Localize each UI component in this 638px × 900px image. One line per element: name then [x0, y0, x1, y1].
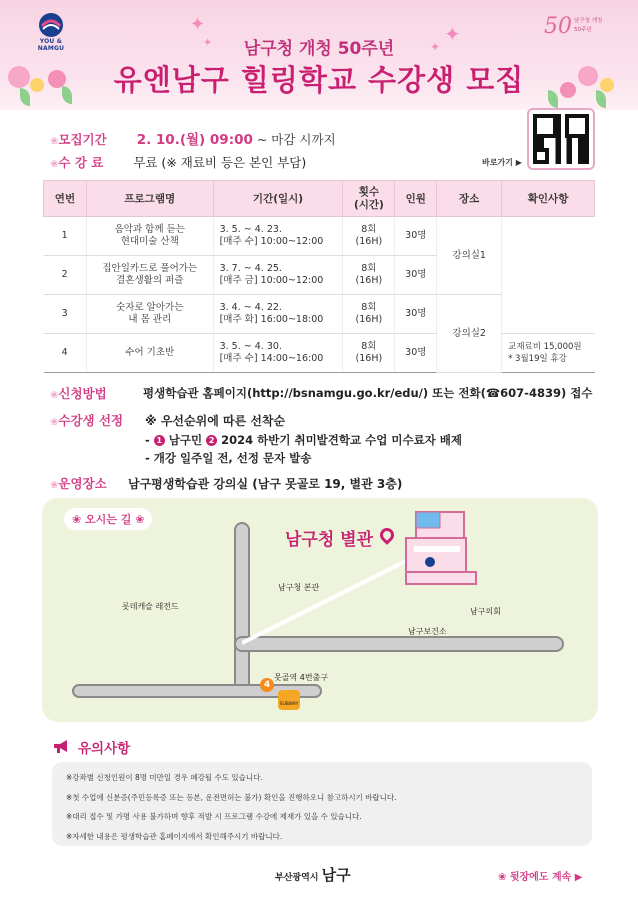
- row-program: 수어 기초반: [86, 334, 213, 373]
- annex-building-icon: [400, 508, 480, 590]
- namgu-logo-text: YOU & NAMGU: [37, 38, 65, 52]
- exit-number-badge: 4: [260, 678, 274, 692]
- column-header-no: 연번: [44, 181, 87, 217]
- selection-criteria: - 1 남구민 2 2024 하반기 취미발견학교 수업 미수료자 배제: [145, 433, 463, 447]
- recruit-period-row: [50, 128, 336, 148]
- continue-on-back-label: ❀ 뒷장에도 계속 ▶: [498, 872, 583, 883]
- row-no: 3: [44, 295, 87, 334]
- fee-value: 무료 (※ 재료비 등은 본인 부담): [133, 155, 307, 170]
- number-badge-1: 1: [154, 435, 165, 446]
- selection-priority: ※ 우선순위에 따른 선착순: [145, 414, 286, 428]
- row-period: 3. 7. ~ 4. 25. [매주 금] 10:00~12:00: [213, 256, 343, 295]
- row-period: 3. 5. ~ 4. 30. [매주 수] 14:00~16:00: [213, 334, 343, 373]
- row-no: 4: [44, 334, 87, 373]
- row-no: 2: [44, 256, 87, 295]
- row-period: 3. 4. ~ 4. 22. [매주 화] 16:00~18:00: [213, 295, 343, 334]
- number-badge-2: 2: [206, 435, 217, 446]
- annex-building-name: 남구청 별관: [285, 530, 374, 550]
- anniversary-number: 50: [544, 14, 572, 39]
- table-header-row: [44, 181, 595, 217]
- fee-label: ❀ 수 강 료: [50, 153, 103, 171]
- venue-text: 남구평생학습관 강의실 (남구 못골로 19, 별관 3층): [128, 477, 403, 491]
- apply-method-text: 평생학습관 홈페이지(http://bsnamgu.go.kr/edu/) 또는 전화(☎607-4839) 접수: [143, 386, 593, 400]
- table-row: [44, 217, 595, 256]
- row-no: 1: [44, 217, 87, 256]
- megaphone-icon: [52, 738, 70, 754]
- subway-icon: SUBWAY: [278, 690, 300, 710]
- location-pin-icon: [377, 525, 397, 545]
- recruit-period-extra: ~ 마감 시까지: [252, 132, 336, 147]
- selection-notice: - 개강 일주일 전, 선정 문자 발송: [145, 451, 312, 465]
- notice-item: ※ 자세한 내용은 평생학습관 홈페이지에서 확인해주시기 바랍니다.: [66, 831, 578, 842]
- apply-method-row: [50, 384, 107, 402]
- notice-item: ※ 첫 수업에 신분증(주민등록증 또는 등본, 운전면허는 불가) 확인을 진행하오니 참고하시기 바랍니다.: [66, 792, 578, 803]
- row-count: 8회 (16H): [343, 334, 395, 373]
- row-notes: 교재료비 15,000원 * 3월19일 휴강: [502, 334, 595, 373]
- fee-row: [50, 153, 306, 171]
- header-banner: [0, 0, 638, 110]
- station-exit-label: 못골역 4번출구: [274, 673, 329, 682]
- sparkle-icon: ✦: [190, 14, 206, 35]
- column-header-count: 횟수 (시간): [343, 181, 395, 217]
- column-header-place: 장소: [437, 181, 502, 217]
- venue-row: [50, 474, 107, 492]
- row-program: 음악과 함께 듣는 현대미술 산책: [86, 217, 213, 256]
- recruit-period-label: ❀ 모집기간: [50, 130, 107, 148]
- program-table: [43, 180, 595, 373]
- page-title: 유엔남구 힐링학교 수강생 모집: [113, 63, 525, 97]
- row-count: 8회 (16H): [343, 217, 395, 256]
- main-office-label: 남구청 본관: [278, 583, 320, 592]
- health-center-label: 남구보건소: [408, 627, 447, 636]
- table-row: [44, 334, 595, 373]
- page-subtitle: 남구청 개청 50주년: [243, 39, 395, 59]
- location-map: [42, 498, 598, 722]
- column-header-notes: 확인사항: [502, 181, 595, 217]
- notice-title: 유의사항: [78, 741, 131, 757]
- column-header-program: 프로그램명: [86, 181, 213, 217]
- row-people: 30명: [395, 256, 437, 295]
- sparkle-icon: ✦: [203, 36, 213, 49]
- sparkle-icon: ✦: [444, 22, 461, 46]
- row-notes: [502, 217, 595, 334]
- row-count: 8회 (16H): [343, 256, 395, 295]
- row-place: 강의실1: [437, 217, 502, 295]
- column-header-people: 인원: [395, 181, 437, 217]
- selection-row: [50, 411, 123, 429]
- row-people: 30명: [395, 295, 437, 334]
- column-header-period: 기간(일시): [213, 181, 343, 217]
- council-label: 남구의회: [470, 607, 501, 616]
- notice-item: ※ 대리 접수 및 가명 사용 불가하며 향후 적발 시 프로그램 수강에 제재가 있을 수 있습니다.: [66, 811, 578, 822]
- apply-method-label: ❀ 신청방법: [50, 384, 107, 402]
- anniversary-logo-text: 남구청 개청 50주년: [574, 18, 603, 33]
- notice-box: [52, 762, 592, 846]
- row-people: 30명: [395, 217, 437, 256]
- notice-item: ※ 강좌별 신청인원이 8명 미만일 경우 폐강될 수도 있습니다.: [66, 772, 578, 783]
- row-period: 3. 5. ~ 4. 23. [매주 수] 10:00~12:00: [213, 217, 343, 256]
- row-place: 강의실2: [437, 295, 502, 373]
- directions-tag: ❀ 오시는 길 ❀: [64, 508, 152, 530]
- qr-shortcut-label: 바로가기 ▶: [482, 158, 522, 167]
- footer-city-logo: 부산광역시 남구: [275, 866, 351, 884]
- row-people: 30명: [395, 334, 437, 373]
- selection-label: ❀ 수강생 선정: [50, 411, 123, 429]
- sparkle-icon: ✦: [430, 40, 441, 54]
- qr-code[interactable]: [527, 108, 595, 170]
- qr-code-image-icon: [533, 114, 589, 164]
- row-count: 8회 (16H): [343, 295, 395, 334]
- row-program: 집안일카드로 풀어가는 결혼생활의 퍼즐: [86, 256, 213, 295]
- venue-label: ❀ 운영장소: [50, 474, 107, 492]
- row-program: 숫자로 알아가는 내 몸 관리: [86, 295, 213, 334]
- recruit-period-value: 2. 10.(월) 09:00: [136, 132, 253, 148]
- lotte-castle-label: 롯데캐슬 레전드: [122, 602, 179, 611]
